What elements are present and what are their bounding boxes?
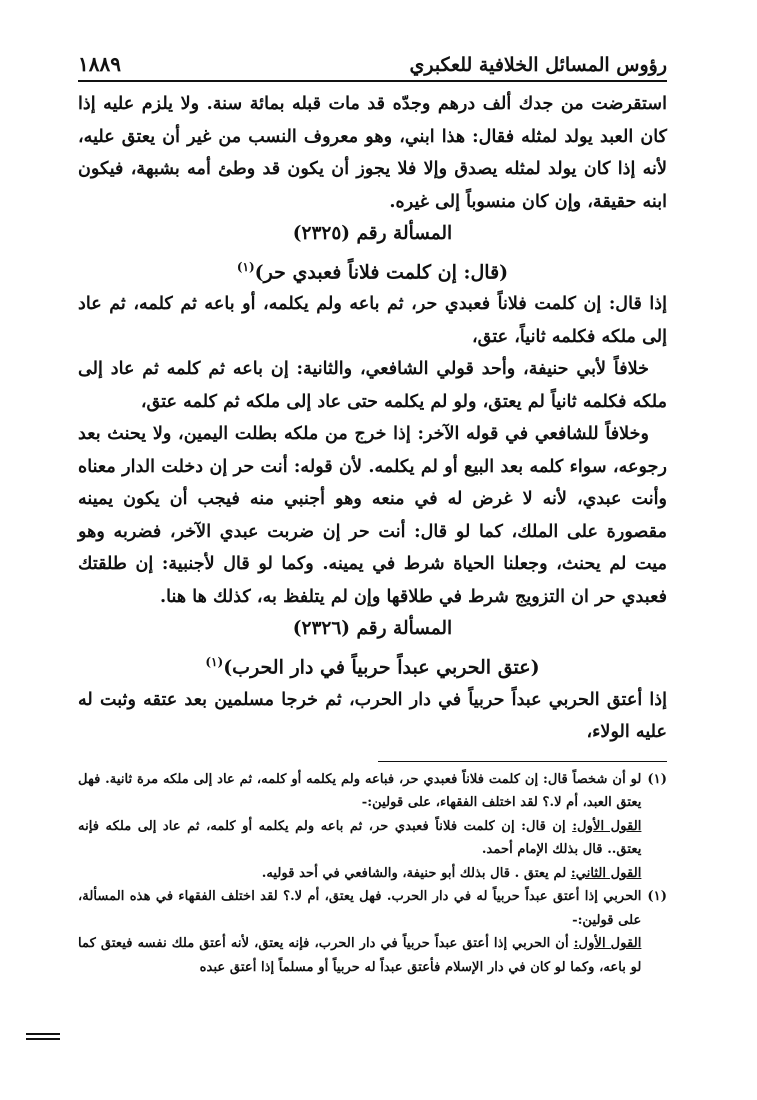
page-number: ١٨٨٩ <box>78 52 121 76</box>
footnote-2-number: (١) <box>647 889 667 905</box>
opinion-1-text-2: أن الحربي إذا أعتق عبداً حربياً في دار الحرب، فإنه يعتق، لأنه أعتق ملك نفسه فيعتق كما لو باعه، وكما لو كان في دار الإسلام فأعتق عبداً له حربياً أو مسلماً إذا أعتق عبده <box>78 936 642 975</box>
footnote-ref-2: (١) <box>205 654 224 669</box>
issue-heading-2326: المسألة رقم (٢٣٢٦) <box>292 618 453 640</box>
issue-title-2325-text: (قال: إن كلمت فلاناً فعبدي حر) <box>254 260 509 283</box>
paragraph-2: إذا قال: إن كلمت فلاناً فعبدي حر، ثم باعه ولم يكلمه، أو باعه ثم كلمه، ثم عاد إلى ملكه فكلمه ثانياً، عتق، <box>78 293 667 347</box>
footnote-2-opinion-1 <box>78 932 641 979</box>
footnote-1-number: (١) <box>647 771 667 787</box>
book-title: رؤوس المسائل الخلافية للعكبري <box>409 54 667 76</box>
opinion-2-text: لم يعتق . قال بذلك أبو حنيفة، والشافعي في أحد قوليه. <box>261 865 571 881</box>
opinion-1-label-2: القول الأول: <box>573 936 642 952</box>
opinion-2-label: القول الثاني: <box>570 865 642 881</box>
issue-title-2326-text: (عتق الحربي عبداً حربياً في دار الحرب) <box>223 656 540 679</box>
footnote-1-text: لو أن شخصاً قال: إن كلمت فلاناً فعبدي حر، فباعه ولم يكلمه أو كلمه، ثم عاد إلى ملكه مرة ثانية. فهل يعتق العبد، أم لا.؟ لقد اختلف الفقهاء، على قولين:- <box>78 771 642 811</box>
continuation-mark <box>26 1033 60 1040</box>
footnote-2-text: الحربي إذا أعتق عبداً حربياً له في دار الحرب. فهل يعتق، أم لا.؟ لقد اختلف الفقهاء في هذه المسألة، على قولين:- <box>78 889 642 928</box>
footnote-1 <box>78 768 667 886</box>
footnote-2 <box>78 885 667 979</box>
issue-title-2325 <box>78 251 667 289</box>
footnote-1-opinion-1 <box>78 815 641 862</box>
opinion-1-label: القول الأول: <box>572 818 642 834</box>
opinion-1-text: إن قال: إن كلمت فلاناً فعبدي حر، ثم باعه ولم يكلمه أو كلمه، ثم عاد إلى ملكه فإنه يعتق.. قال بذلك الإمام أحمد. <box>78 818 642 858</box>
footnotes <box>78 768 667 980</box>
footnote-1-body <box>78 768 641 886</box>
paragraph-4: وخلافاً للشافعي في قوله الآخر: إذا خرج من ملكه بطلت اليمين، ولا يحنث بعد رجوعه، سواء كلمه بعد البيع أو لم يكلمه. لأن قوله: أنت حر إن دخلت الدار معناه وأنت عبدي، لأنه لا غرض له في منعه وهو أجنبي منه فيجب أن يكون يمينه مقصورة على الملك، كما لو قال: أنت حر إن ضربت عبدي الآخر، فضربه وهو ميت لم يحنث، وجعلنا الحياة شرط في يمينه. وكما لو قال لأجنبية: إن طلقتك فعبدي حر ان التزويج شرط في طلاقها وإن لم يتلفظ به، كذلك ها هنا. <box>78 423 667 607</box>
issue-title-2326 <box>78 646 667 684</box>
footnote-2-body <box>78 885 641 979</box>
footnote-1-opinion-2 <box>78 862 641 886</box>
footnote-ref-1: (١) <box>236 259 255 274</box>
issue-heading-2325: المسألة رقم (٢٣٢٥) <box>292 223 453 244</box>
main-text <box>78 88 667 749</box>
paragraph-5: إذا أعتق الحربي عبداً حربياً في دار الحرب، ثم خرجا مسلمين بعد عتقه وثبت له عليه الولاء، <box>78 688 667 743</box>
paragraph-3: خلافاً لأبي حنيفة، وأحد قولي الشافعي، والثانية: إن باعه ثم كلمه ثم عاد إلى ملكه فكلمه ثانياً لم يعتق، ولو لم يكلمه حتى عاد إلى ملكه ثم كلمه عتق، <box>78 358 667 412</box>
paragraph-1: استقرضت من جدك ألف درهم وجدّه قد مات قبله بمائة سنة. ولا يلزم عليه إذا كان العبد يولد لمثله فقال: هذا ابني، وهو معروف النسب من غير أن يعتق عليه، لأنه إذا كان يولد لمثله يصدق وإلا فلا يجوز أن يكون قد وطئ أمه بشبهة، فيكون ابنه حقيقة، وإن كان منسوباً إلى غيره. <box>78 93 667 212</box>
running-header <box>78 46 667 82</box>
footnote-separator <box>378 761 667 762</box>
